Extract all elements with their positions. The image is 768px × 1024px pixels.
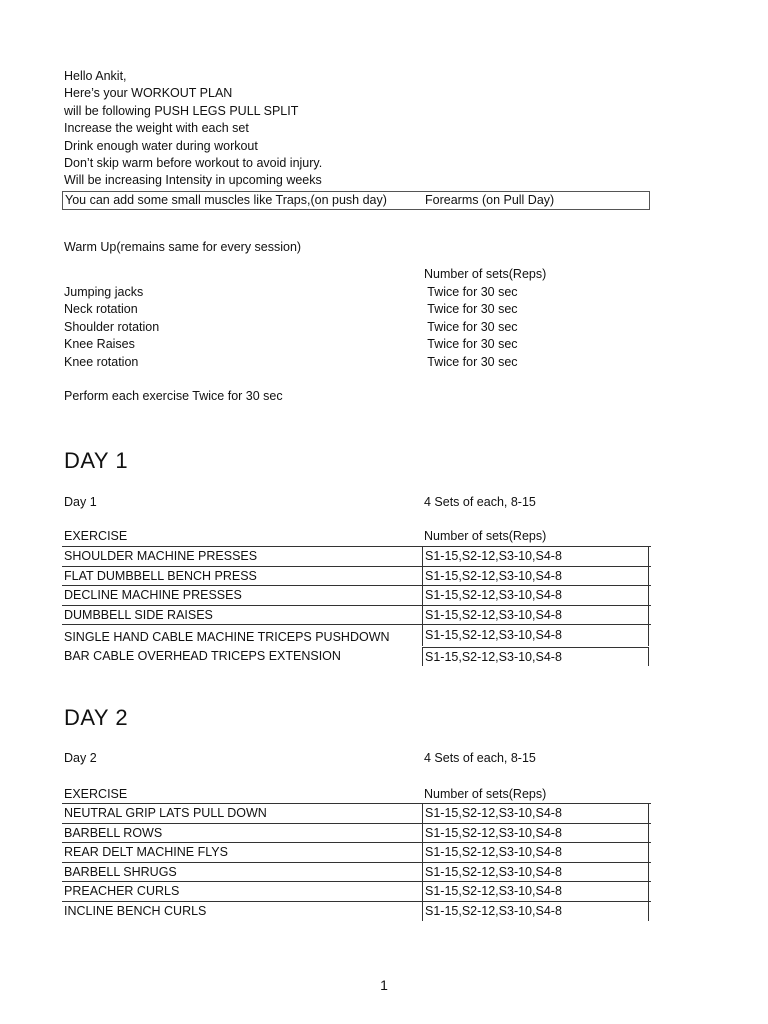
warmup-item-name: Neck rotation [64,302,138,317]
exercise-cell: INCLINE BENCH CURLS [64,903,207,918]
warmup-item-name: Jumping jacks [64,285,144,299]
day2-summary: 4 Sets of each, 8-15 [424,751,536,765]
warmup-column-header: Number of sets(Reps) [424,267,547,281]
intro-line: Increase the weight with each set [64,121,249,136]
sets-cell: S1-15,S2-12,S3-10,S4-8 [422,843,649,862]
warmup-item-reps: Twice for 30 sec [424,319,518,334]
day1-label: Day 1 [64,495,97,509]
exercise-cell: DUMBBELL SIDE RAISES [64,607,213,622]
warmup-title: Warm Up(remains same for every session) [64,240,302,254]
warmup-item-reps: Twice for 30 sec [424,337,518,352]
exercise-cell: SINGLE HAND CABLE MACHINE TRICEPS PUSHDOWN [64,630,390,645]
warmup-item-name: Knee Raises [64,337,135,352]
sets-cell: S1-15,S2-12,S3-10,S4-8 [422,804,649,823]
day2-exercise-header: EXERCISE [64,787,128,801]
warmup-note: Perform each exercise Twice for 30 sec [64,389,283,403]
day1-summary: 4 Sets of each, 8-15 [424,495,536,509]
sets-cell: S1-15,S2-12,S3-10,S4-8 [422,647,649,666]
table-row [62,566,651,586]
sets-cell: S1-15,S2-12,S3-10,S4-8 [422,882,649,901]
exercise-cell: PREACHER CURLS [64,884,180,899]
warmup-item-reps: Twice for 30 sec [424,302,518,317]
intro-line: will be following PUSH LEGS PULL SPLIT [64,103,299,118]
intro-boxed-right: Forearms (on Pull Day) [425,193,555,207]
page-number: 1 [380,977,388,993]
warmup-item-reps: Twice for 30 sec [424,285,518,299]
table-row [62,881,651,901]
table-row [62,862,651,882]
exercise-cell: NEUTRAL GRIP LATS PULL DOWN [64,806,267,820]
intro-line: Don’t skip warm before workout to avoid injury. [64,155,323,170]
day1-exercise-header: EXERCISE [64,529,128,543]
day2-sets-header: Number of sets(Reps) [424,787,547,801]
sets-cell: S1-15,S2-12,S3-10,S4-8 [422,567,649,586]
exercise-cell: BARBELL SHRUGS [64,864,177,879]
intro-line: Here’s your WORKOUT PLAN [64,86,233,101]
intro-boxed-row [62,191,650,210]
day1-heading: DAY 1 [64,448,129,473]
exercise-cell: BAR CABLE OVERHEAD TRICEPS EXTENSION [64,649,341,664]
greeting-line: Hello Ankit, [64,69,127,83]
table-row [62,842,651,862]
sets-cell: S1-15,S2-12,S3-10,S4-8 [422,863,649,882]
sets-cell: S1-15,S2-12,S3-10,S4-8 [422,606,649,625]
exercise-cell: FLAT DUMBBELL BENCH PRESS [64,568,257,583]
table-row [62,585,651,605]
intro-boxed-left: You can add some small muscles like Traps,(on push day) [65,193,387,207]
table-row [62,546,651,566]
table-row [62,624,651,646]
intro-line: Will be increasing Intensity in upcoming weeks [64,173,322,188]
intro-line: Drink enough water during workout [64,138,258,153]
day1-sets-header: Number of sets(Reps) [424,529,547,543]
day2-label: Day 2 [64,751,97,765]
intro-block [64,68,322,190]
table-row [62,803,651,823]
warmup-item-reps: Twice for 30 sec [424,354,518,369]
day2-table [62,803,651,921]
day1-table [62,546,651,666]
table-row [62,823,651,843]
sets-cell: S1-15,S2-12,S3-10,S4-8 [422,586,649,605]
sets-cell: S1-15,S2-12,S3-10,S4-8 [422,547,649,566]
exercise-cell: REAR DELT MACHINE FLYS [64,845,228,860]
warmup-item-name: Shoulder rotation [64,319,160,334]
warmup-item-name: Knee rotation [64,354,139,369]
sets-cell: S1-15,S2-12,S3-10,S4-8 [422,625,649,646]
sets-cell: S1-15,S2-12,S3-10,S4-8 [422,902,649,921]
sets-cell: S1-15,S2-12,S3-10,S4-8 [422,824,649,843]
exercise-cell: SHOULDER MACHINE PRESSES [64,549,258,563]
table-row [62,605,651,625]
exercise-cell: DECLINE MACHINE PRESSES [64,588,242,603]
table-row [62,901,651,921]
table-row [62,646,651,666]
day2-heading: DAY 2 [64,705,129,730]
exercise-cell: BARBELL ROWS [64,825,163,840]
